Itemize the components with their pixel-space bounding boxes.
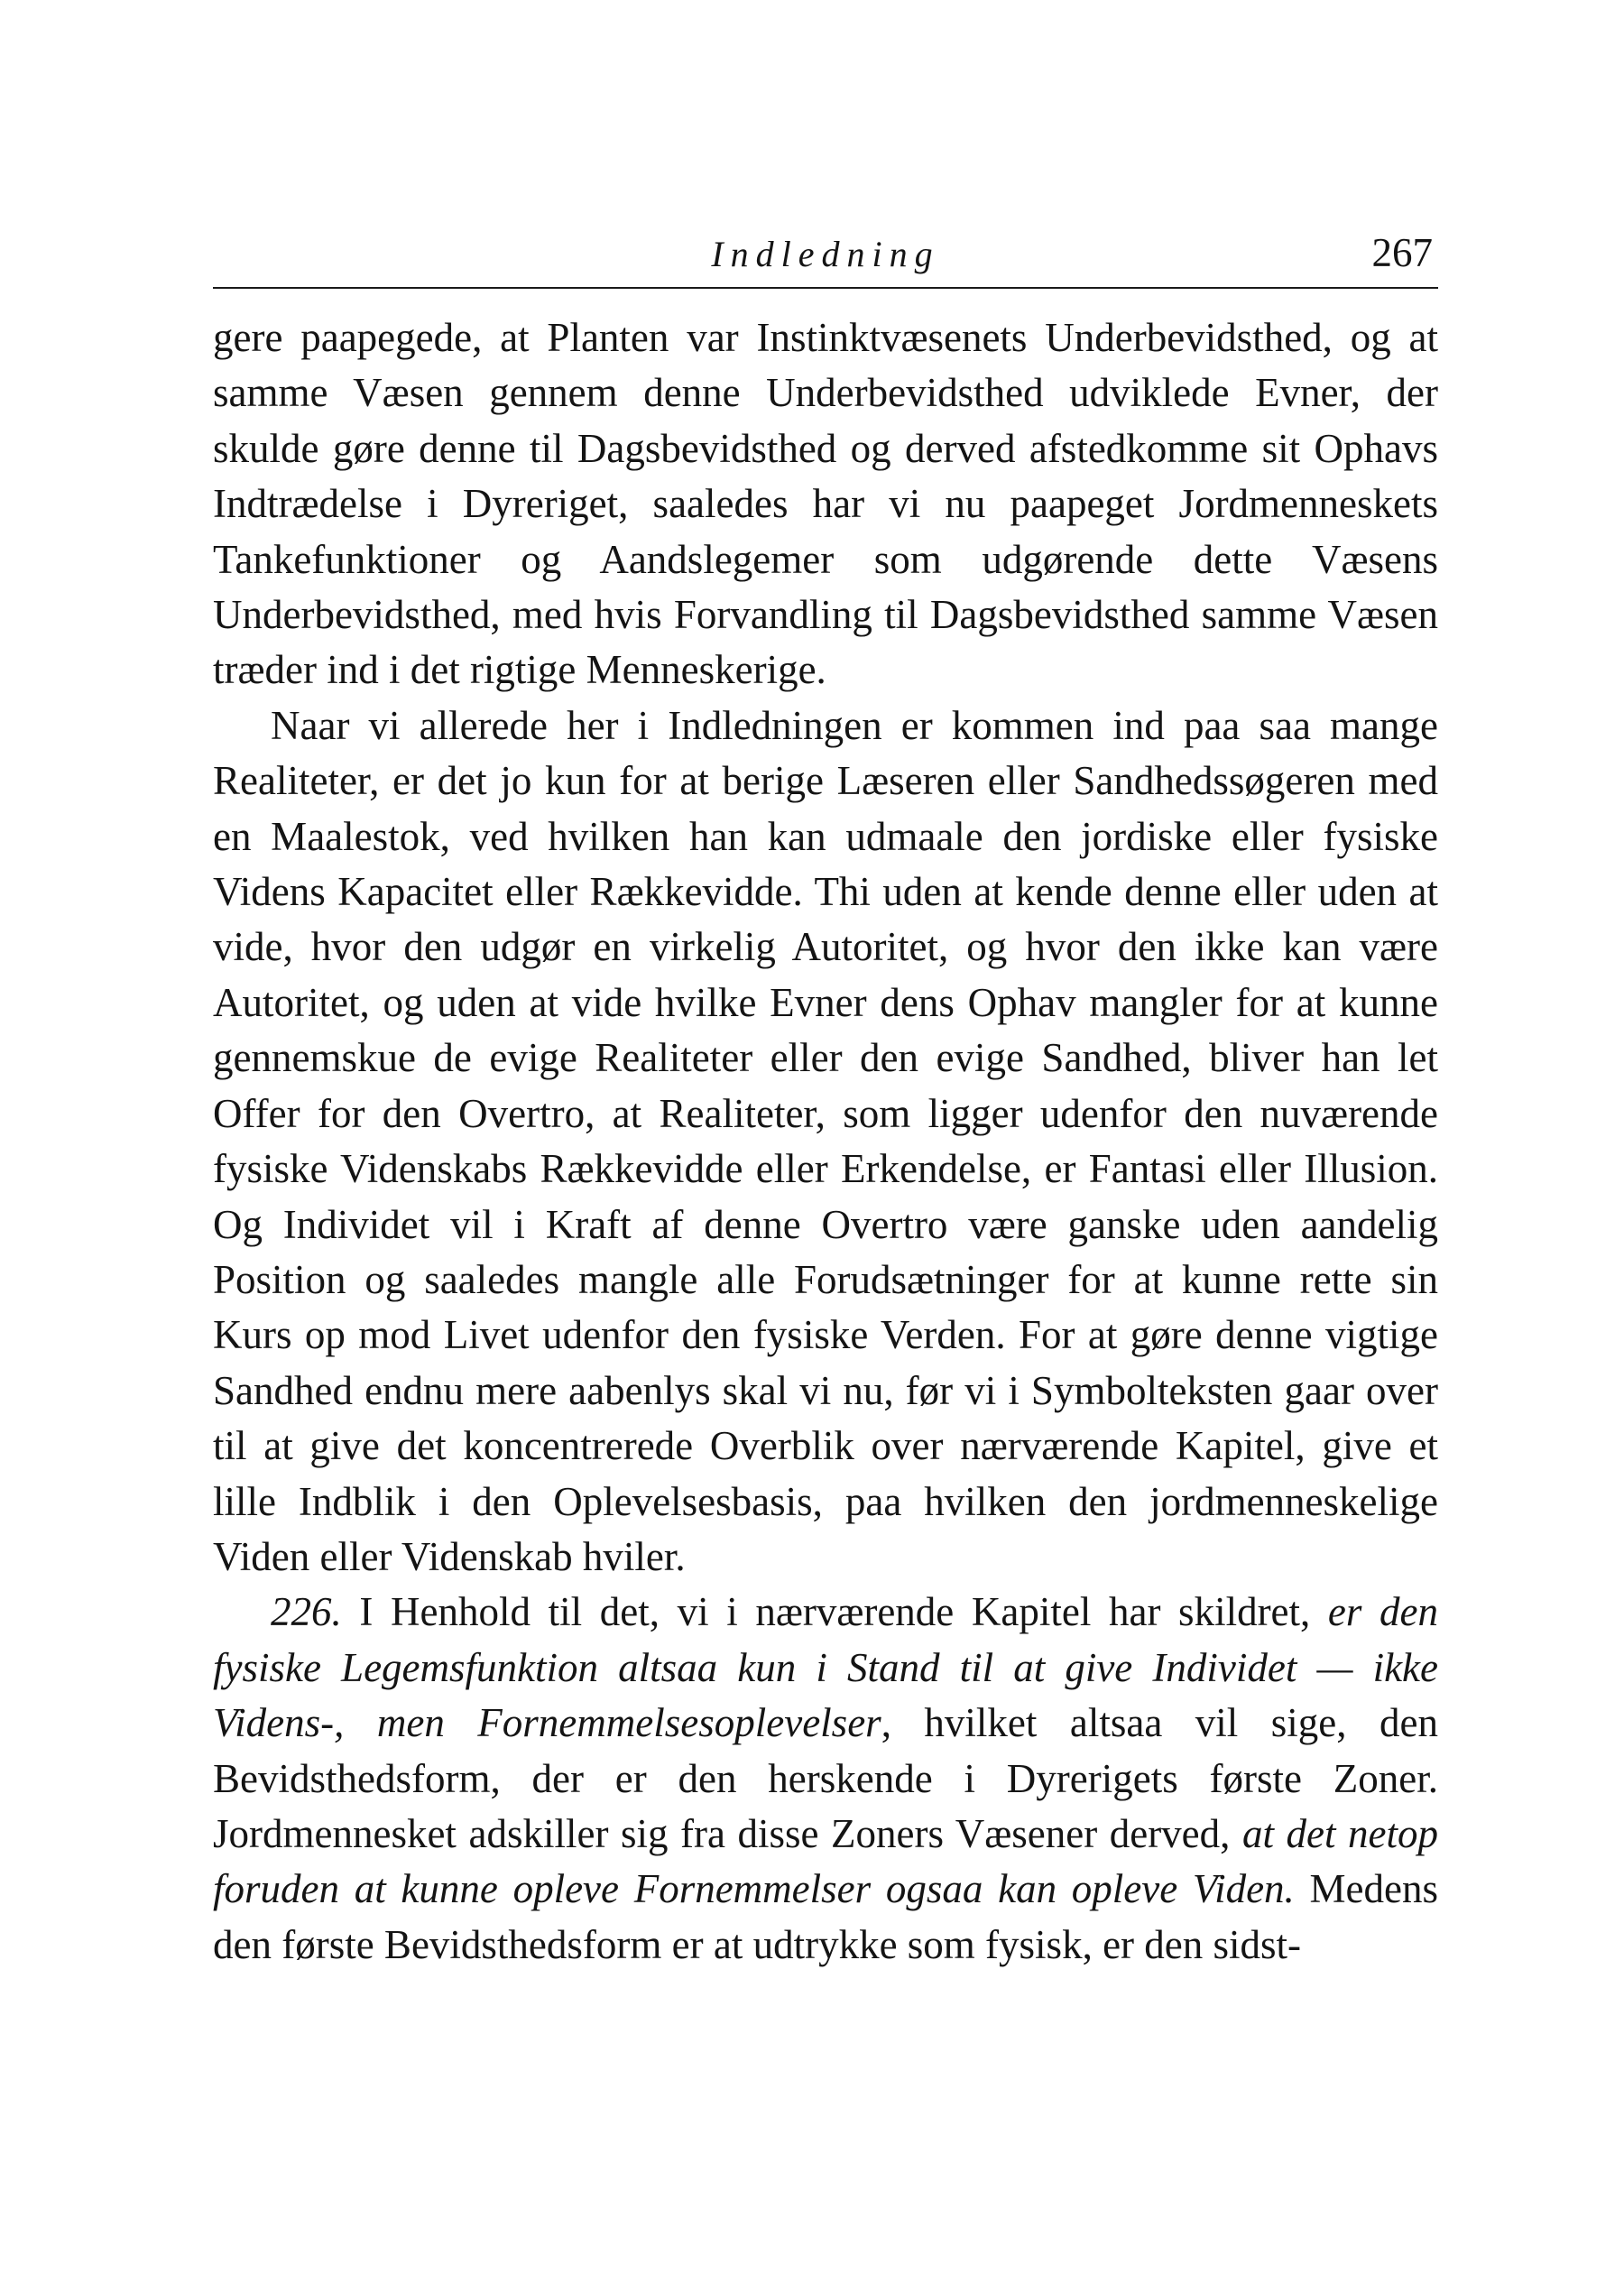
emphasized-text: er den fysiske Legemsfunktion altsaa kun i Stand til at give Individet — ikke Videns-, men Fornemmelsesoplevelser bbox=[213, 1589, 1438, 1746]
body-text bbox=[213, 310, 1438, 1973]
paragraph-section-226 bbox=[213, 1585, 1438, 1973]
running-title: Indledning bbox=[711, 234, 940, 274]
text-run: , hvilket altsaa vil sige, den Bevidsthedsform, der er den herskende i Dyrerigets første Zoner. Jordmennesket adskiller sig fra disse Zoners Væsener derved, bbox=[213, 1700, 1438, 1856]
text-run: Medens den første Bevidsthedsform er at udtrykke som fysisk, er den sidst- bbox=[213, 1866, 1438, 1967]
paragraph-continuation: gere paapegede, at Planten var Instinktvæsenets Underbevidsthed, og at samme Væsen gennem denne Underbevidsthed udviklede Evner, der skulde gøre denne til Dagsbevidsthed og derved afstedkomme sit Ophavs Indtrædelse i Dyreriget, saaledes har vi nu paapeget Jordmenneskets Tankefunktioner og Aandslegemer som udgørende dette Væsens Underbevidsthed, med hvis Forvandling til Dagsbevidsthed samme Væsen træder ind i det rigtige Menneskerige. bbox=[213, 315, 1438, 693]
section-number: 226. bbox=[271, 1589, 342, 1635]
text-run: I Henhold til det, vi i nærværende Kapitel har skildret, bbox=[341, 1589, 1328, 1635]
emphasized-text: at det netop foruden at kunne opleve Fornemmelser ogsaa kan opleve Viden. bbox=[213, 1810, 1438, 1912]
paragraph: Naar vi allerede her i Indledningen er kommen ind paa saa mange Realiteter, er det jo kun for at berige Læseren eller Sandhedssøgeren med en Maalestok, ved hvilken han kan udmaale den jordiske eller fysiske Videns Kapacitet eller Rækkevidde. Thi uden at kende denne eller uden at vide, hvor den udgør en virkelig Autoritet, og hvor den ikke kan være Autoritet, og uden at vide hvilke Evner dens Ophav mangler for at kunne gennemskue de evige Realiteter eller den evige Sandhed, bliver han let Offer for den Overtro, at Realiteter, som ligger udenfor den nuværende fysiske Videnskabs Rækkevidde eller Erkendelse, er Fantasi eller Illusion. Og Individet vil i Kraft af denne Overtro være ganske uden aandelig Position og saaledes mangle alle Forudsætninger for at kunne rette sin Kurs op mod Livet udenfor den fysiske Verden. For at gøre denne vigtige Sandhed endnu mere aabenlys skal vi nu, før vi i Symbolteksten gaar over til at give det koncentrerede Overblik over nærværende Kapitel, give et lille Indblik i den Oplevelsesbasis, paa hvilken den jordmenneskelige Viden eller Videnskab hviler. bbox=[213, 702, 1438, 1579]
page-number: 267 bbox=[1371, 230, 1433, 275]
running-header bbox=[213, 229, 1438, 289]
